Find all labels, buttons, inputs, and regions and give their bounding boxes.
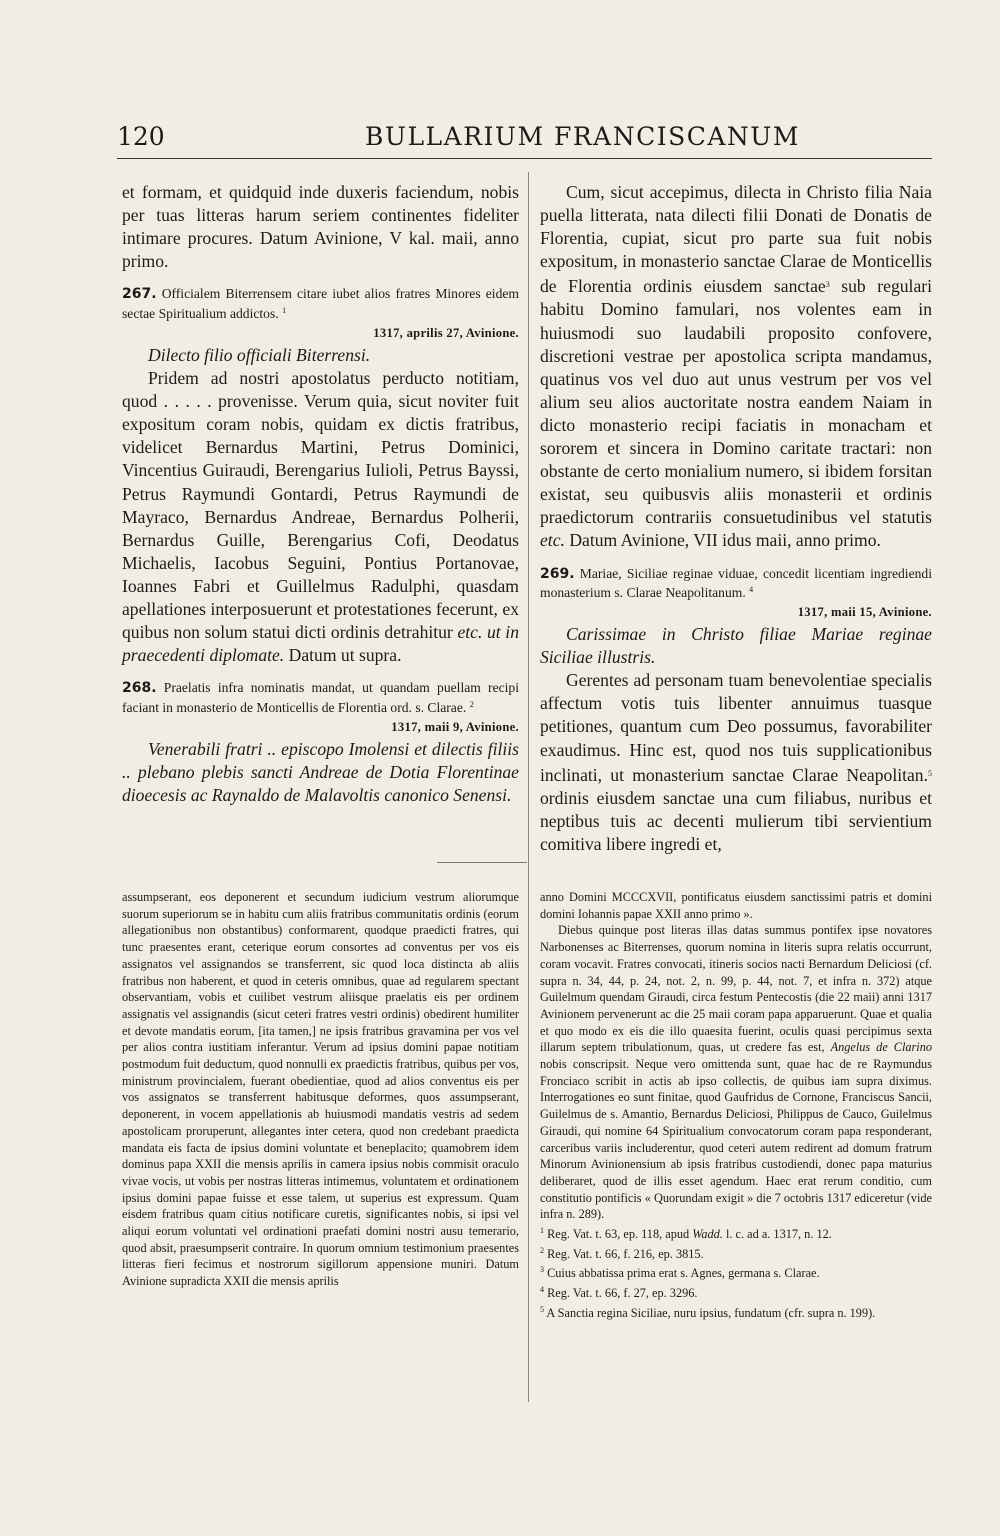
header-rule <box>117 158 932 159</box>
notes-separator <box>437 862 527 863</box>
body-text: Pridem ad nostri apostolatus perducto notitiam, quod . . . . . provenisse. Verum quia, sicut noviter fuit expositum coram nobis, quidam ex dictis fratribus, videlicet Bernardus Martini, Petrus Dominici, Vincentius Guiraudi, Berengarius Iulioli, Petrus Bayssi, Petrus Raymundi Gontardi, Petrus Raymundi de Mayraco, Bernardus Andreae, Bernardus Polherii, Bernardus Guille, Berengarius Cofi, Deodatus Michaelis, Iacobus Seguini, Pontius Portanovae, Ioannes Fabri et Guillelmus Radulphi, quasdam apellationes interposuerunt et protestationes fecerunt, ex quibus non solum statui dicti ordinis detrahitur <box>122 368 519 643</box>
notes-italic: Angelus de Clarino <box>830 1040 933 1055</box>
footnote-ref: 4 <box>749 585 754 595</box>
left-column <box>122 181 519 807</box>
regest-date: 1317, maii 9, Avinione. <box>391 719 519 734</box>
body-italic: etc. ut in praecedenti diplomate. <box>122 622 519 666</box>
column-divider <box>528 172 529 1402</box>
regest-268 <box>122 680 519 716</box>
regest-summary: Praelatis infra nominatis mandat, ut quandam puellam recipi faciant in monasterio de Monticellis de Florentia ord. s. Clarae. <box>122 680 519 716</box>
body-text: Cum, sicut accepimus, dilecta in Christo filia Naia puella litterata, nata dilecti filii Donati de Donatis de Florentia, cupiat, sicut pro parte sua fuit nobis expositum, in monasterio sanctae Clarae de Monticellis de Florentia ordinis eiusdem sanctae <box>540 182 932 297</box>
paragraph <box>122 367 519 667</box>
footnote-text: Cuius abbatissa prima erat s. Agnes, germana s. Clarae. <box>547 1266 820 1281</box>
paragraph: et formam, et quidquid inde duxeris faciendum, nobis per tuas litteras harum seriem continentes fideliter intimare procures. Datum Avinione, V kal. maii, anno primo. <box>122 182 519 272</box>
address-line: Dilecto filio officiali Biterrensi. <box>148 344 371 365</box>
page-number: 120 <box>117 122 165 151</box>
footnote-mark: 1 <box>540 1226 544 1236</box>
running-title: BULLARIUM FRANCISCANUM <box>365 122 800 151</box>
footnote-4 <box>540 1282 932 1302</box>
footnote-2 <box>540 1243 932 1263</box>
notes-paragraph <box>540 922 932 1223</box>
notes-right <box>540 889 932 1322</box>
notes-text: anno Domini MCCCXVII, pontificatus eiusdem sanctissimi patris et domini domini Iohannis papae XXII anno primo ». <box>540 890 932 921</box>
footnote-italic: Wadd. <box>692 1227 723 1242</box>
regest-number: 267. <box>122 286 157 303</box>
body-text: Datum ut supra. <box>288 645 402 666</box>
regest-269 <box>540 566 932 602</box>
footnote-mark: 4 <box>540 1285 544 1295</box>
regest-number: 269. <box>540 565 575 582</box>
notes-left <box>122 889 519 1290</box>
footnote-mark: 2 <box>540 1245 544 1255</box>
footnote-3 <box>540 1262 932 1282</box>
footnote-text: Reg. Vat. t. 66, f. 216, ep. 3815. <box>547 1246 704 1261</box>
footnote-text: l. c. ad a. 1317, n. 12. <box>725 1227 832 1242</box>
body-text: sub regulari habitu Domino famulari, nos volentes eam in huiusmodi suo laudabili proposito confovere, discretioni vestrae per apostolica scripta mandamus, quatinus vos vel duo aut unus vestrum per vos vel alium seu alios auctoritate nostra eandem Naiam in dicto monasterio recipi faciatis in monacham et sororem et sincera in Domino caritate tractari: non obstante de certo monialium numero, si ibidem forsitan existat, seu quibusvis aliis monasterii et ordinis praedictorum contrariis consuetudinibus vel statutis <box>540 276 933 528</box>
regest-date: 1317, maii 15, Avinione. <box>797 605 932 620</box>
footnote-text: A Sanctia regina Siciliae, nuru ipsius, fundatum (cfr. supra n. 199). <box>546 1305 876 1320</box>
regest-summary: Officialem Biterrensem citare iubet alios fratres Minores eidem sectae Spiritualium addictos. <box>122 286 519 322</box>
notes-text: Diebus quinque post literas illas datas summus pontifex ipse novatores Narbonenses ac Biterrenses, quorum nomina in literis supra relatis occurrunt, coram vocavit. Fratres convocati, itineris socios nacti Bernardum Deliciosi (cf. supra n. 34, 44, p. 24, not. 2, n. 99, p. 44, not. 7, et infra n. 372) atque Guilelmum quendam Giraudi, circa festum Pentecostis (die 22 maii) anni 1317 Avinionem pervenerunt ac die 25 maii coram papa apparuerunt. Quae et qualia et quo modo ex eis die illo quaesita fuerint, oculis quasi percipimus sexta illarum septem tribulationum, quas, ut credere fas est, <box>540 923 932 1055</box>
footnote-text: Reg. Vat. t. 63, ep. 118, apud <box>547 1227 690 1242</box>
regest-date: 1317, aprilis 27, Avinione. <box>373 325 519 340</box>
footnote-ref: 5 <box>928 768 932 778</box>
regest-267 <box>122 286 519 322</box>
footnote-ref: 2 <box>469 700 474 710</box>
footnote-mark: 3 <box>540 1265 544 1275</box>
footnote-5 <box>540 1302 932 1322</box>
body-italic: etc. <box>540 530 565 551</box>
footnote-ref: 1 <box>282 306 287 316</box>
address-line: Carissimae in Christo filiae Mariae reginae Siciliae illustris. <box>540 624 932 668</box>
notes-text: assumpserant, eos deponerent et secundum iudicium vestrum aliorumque suorum superiorum se in habitu cum aliis fratribus communitatis ordinis (eorum allegationibus non obstantibus) conformarent, quodque praedicti fratres, qui tunc praesentes erant, ceterique eorum consortes ad conventus per vos eis assignatos vel assignandos se transferrent, sic quod loca distincta ab aliis fratribus non haberent, et quod in ceteris omnibus, quae ad regularem spectant observantiam, vobis et cuilibet vestrum aliisque praelatis eis per ordinem assignatis vel assignandis (sicut ceteri fratres vestri ordinis) obedirent humiliter et devote mandatis eorum, [ita tamen,] ne ipsis fratribus gravamina per vos vel per alios contra iustitiam inferantur. Verum ad ipsius domini papae notitiam postmodum fuit deductum, quod nonnulli ex praedictis fratribus, quibus per vos, ministrum provincialem, fuerant obedientiae, quod ad alios conventus eis per vos assignatos se transferrent habitusque deformes, quos assumpserant, deponerent, in vocem appellationis ab huiusmodi mandatis vestris ad sedem apostolicam proruperunt, allegantes inter cetera, quod non credebant praedicta mandata eis facta de ipsius domini voluntate et beneplacito; quamobrem idem dominus papa XXII die mensis aprilis in camera ipsius nobis commisit oraculo vivae vocis, ut vobis per nostras litteras intimemus, voluntatem et ordinationem ipsius domini papae fuisse et esse talem, ut superius est expressum. Quam eisdem fratribus quam citius notificare curetis, significantes nobis, si ipsi vel aliqui eorum voluntati vel ordinationi praefati domini nostri ausu temerario, quod absit, praesumpserit contraire. In quorum omnium testimonium praesentes litteras fieri fecimus et nostrorum sigillorum appensione muniri. Datum Avinione supradicta XXII die mensis aprilis <box>122 890 519 1289</box>
body-text: Datum Avinione, VII idus maii, anno primo. <box>569 530 881 551</box>
paragraph <box>540 181 932 553</box>
footnote-1 <box>540 1223 932 1243</box>
footnote-text: Reg. Vat. t. 66, f. 27, ep. 3296. <box>547 1286 698 1301</box>
body-text: Gerentes ad personam tuam benevolentiae specialis affectum votis tuis libenter annuimus tuasque petitiones, quantum cum Deo possumus, favorabiliter exaudimus. Hinc est, quod nos tuis supplicationibus inclinati, ut monasterium sanctae Clarae Neapolitan. <box>540 670 932 785</box>
running-header <box>117 122 929 156</box>
address-line: Venerabili fratri .. episcopo Imolensi et dilectis filiis .. plebano plebis sancti Andreae de Dotia Florentinae dioecesis ac Raynaldo de Malavoltis canonico Senensi. <box>122 738 519 806</box>
regest-number: 268. <box>122 680 157 697</box>
regest-summary: Mariae, Siciliae reginae viduae, concedit licentiam ingrediendi monasterium s. Clarae Neapolitanum. <box>540 565 932 601</box>
notes-text: nobis conscripsit. Neque vero omittenda sunt, quae hac de re Raymundus Fronciaco scribit in actis ab ipso collectis, de quibus iam supra diximus. Interrogationes eo sunt finitae, quod Gaufridus de Cornone, Franciscus Sancii, Guilelmus de s. Amantio, Bernardus Deliciosi, Philippus de Cauco, Guilelmus Giraudi, qui nomine 64 Spiritualium convocatorum coram papa responderant, carceribus variis includerentur, quod ceteri autem redirent ad domum fratrum Minorum Avinionensium ab ipsis fratribus custodiendi, donec papa maturius deliberaret, quod de illis esset agendum. Haec erat rerum conditio, cum constitutio pontificis « Quorundam exigit » die 7 octobris 1317 ediceretur (vide infra n. 289). <box>540 1057 932 1222</box>
footnote-mark: 5 <box>540 1304 544 1314</box>
paragraph <box>540 669 932 856</box>
right-column <box>540 181 932 856</box>
body-text: ordinis eiusdem sanctae una cum filiabus, nuribus et neptibus tuis ac decenti mulierum tibi servientium comitiva libere ingredi et, <box>540 787 932 854</box>
footnote-ref: 3 <box>825 280 830 290</box>
